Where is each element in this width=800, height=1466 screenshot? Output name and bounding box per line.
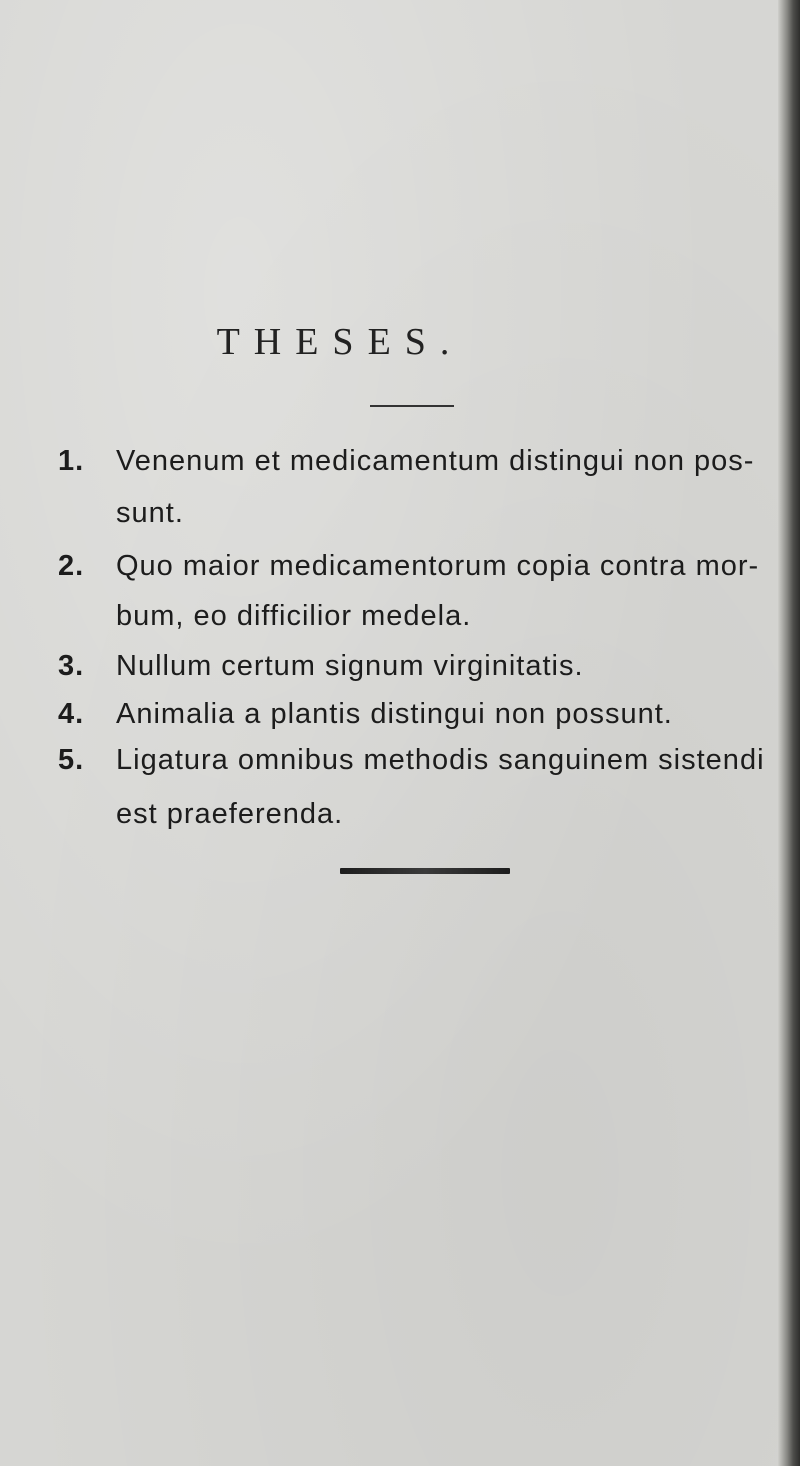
thesis-text-line: sunt. [116, 497, 184, 529]
thesis-number: 2. [58, 550, 85, 582]
thesis-number: 4. [58, 698, 85, 730]
closing-ornament-rule [340, 868, 510, 874]
title-divider [370, 405, 454, 407]
thesis-number: 3. [58, 650, 85, 682]
book-spine-edge [778, 0, 800, 1466]
thesis-number: 5. [58, 744, 85, 776]
thesis-number: 1. [58, 445, 85, 477]
thesis-text-line: Nullum certum signum virginitatis. [116, 650, 584, 682]
thesis-text-line: Ligatura omnibus methodis sanguinem sistendi [116, 744, 765, 776]
thesis-text-line: Animalia a plantis distingui non possunt. [116, 698, 673, 730]
thesis-text-line: Venenum et medicamentum distingui non pos- [116, 445, 755, 477]
thesis-text-line: Quo maior medicamentorum copia contra mor- [116, 550, 760, 582]
thesis-text-line: est praeferenda. [116, 798, 344, 830]
thesis-text-line: bum, eo difficilior medela. [116, 600, 472, 632]
page-title: THESES. [216, 321, 464, 363]
